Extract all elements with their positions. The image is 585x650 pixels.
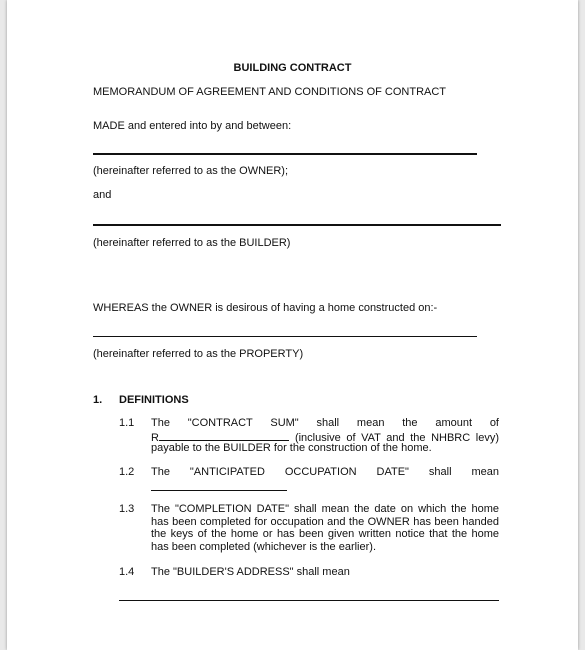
whereas-clause: WHEREAS the OWNER is desirous of having a home constructed on:- — [93, 302, 438, 314]
owner-name-line — [93, 153, 477, 155]
builder-name-line — [93, 224, 501, 226]
section-heading: DEFINITIONS — [119, 394, 189, 406]
contract-sum-suffix: (inclusive of VAT and the NHBRC levy) — [294, 432, 499, 444]
document-subtitle: MEMORANDUM OF AGREEMENT AND CONDITIONS OF CONTRACT — [93, 86, 447, 98]
builder-reference: (hereinafter referred to as the BUILDER) — [93, 237, 291, 249]
document-title: BUILDING CONTRACT — [233, 62, 352, 74]
and-word: and — [93, 189, 112, 201]
property-line — [93, 336, 477, 337]
builders-address-line: The "BUILDER'S ADDRESS" shall mean — [151, 566, 350, 578]
item-number: 1.2 — [119, 466, 135, 478]
builders-address-blank — [119, 600, 499, 601]
contract-sum-blank — [159, 430, 289, 441]
property-reference: (hereinafter referred to as the PROPERTY) — [93, 348, 304, 360]
completion-date-definition: The "COMPLETION DATE" shall mean the date on which the home has been completed for occupation and the OWNER has been handed the keys of the home or has been given written notice that the home has been completed (whichever is the earlier). — [151, 503, 499, 553]
contract-sum-line-3: payable to the BUILDER for the construction of the home. — [151, 442, 432, 454]
item-number: 1.3 — [119, 503, 135, 515]
contract-sum-line-1: The "CONTRACT SUM" shall mean the amount of — [151, 417, 499, 429]
occupation-date-line: The "ANTICIPATED OCCUPATION DATE" shall mean — [151, 466, 499, 478]
currency-prefix: R — [151, 432, 159, 444]
item-number: 1.4 — [119, 566, 135, 578]
owner-reference: (hereinafter referred to as the OWNER); — [93, 165, 289, 177]
section-number: 1. — [93, 394, 103, 406]
document-page — [7, 0, 578, 650]
item-number: 1.1 — [119, 417, 135, 429]
made-line: MADE and entered into by and between: — [93, 120, 292, 132]
occupation-date-blank — [151, 490, 287, 491]
